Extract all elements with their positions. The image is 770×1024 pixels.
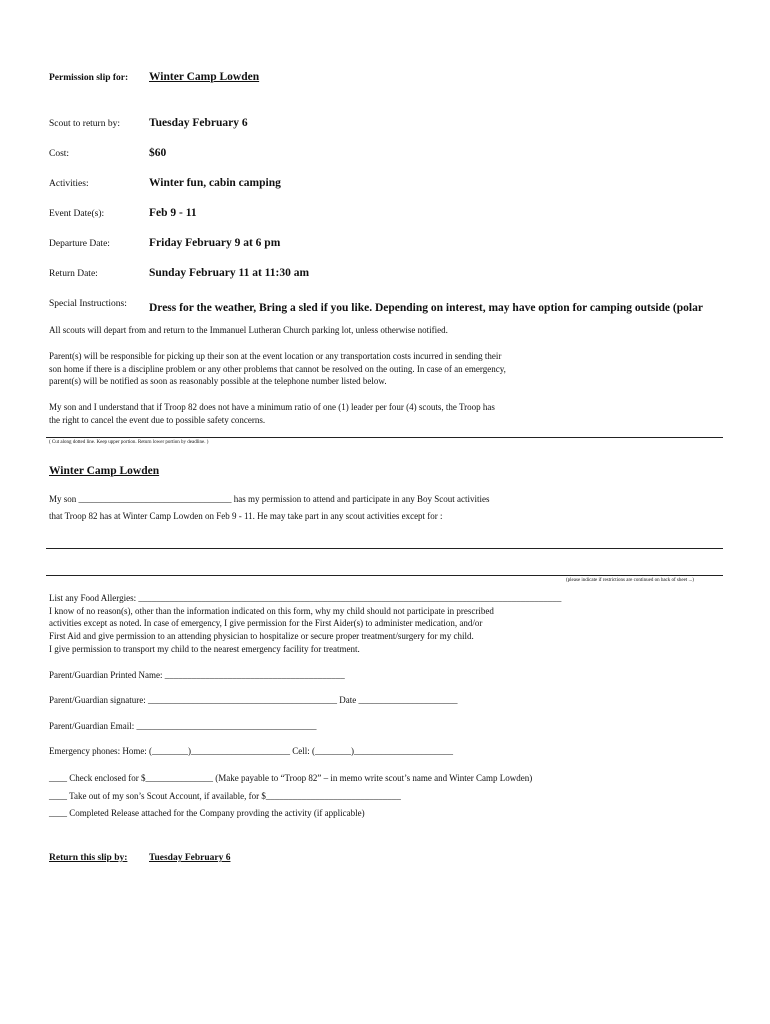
special-instructions-wrap <box>149 298 739 316</box>
permission-line: My son __________________________________ has my permission to attend and participate in any Boy Scout activities <box>49 494 490 504</box>
guardian-email-field[interactable]: Parent/Guardian Email: ________________________________________ <box>49 721 317 731</box>
header-label: Permission slip for: <box>49 73 129 83</box>
medical-line: I give permission to transport my child to the nearest emergency facility for treatment. <box>49 643 360 654</box>
cut-note: ( Cut along dotted line. Keep upper portion. Return lower portion by deadline. ) <box>49 440 209 445</box>
permission-statement <box>49 493 489 522</box>
notice-ratio-line: the right to cancel the event due to possible safety concerns. <box>49 414 266 425</box>
footer-value: Tuesday February 6 <box>149 853 231 863</box>
slip-title: Winter Camp Lowden <box>49 465 160 477</box>
field-label-special: Special Instructions: <box>49 299 127 309</box>
food-allergies-field[interactable]: List any Food Allergies: ______________________________________________________________________________________________ <box>49 593 562 603</box>
check-enclosed-option[interactable]: ____ Check enclosed for $_______________ (Make payable to “Troop 82” – in memo write scout’s name and Winter Camp Lowden) <box>49 773 533 783</box>
notice-parents <box>49 350 506 388</box>
guardian-name-field[interactable]: Parent/Guardian Printed Name: ________________________________________ <box>49 670 345 680</box>
release-option[interactable]: ____ Completed Release attached for the Company provding the activity (if applicable) <box>49 808 365 818</box>
notice-depart: All scouts will depart from and return to the Immanuel Lutheran Church parking lot, unless otherwise notified. <box>49 325 448 335</box>
field-label-return-by: Scout to return by: <box>49 119 120 129</box>
cut-line <box>46 437 723 438</box>
field-value-return-by: Tuesday February 6 <box>149 117 248 129</box>
medical-line: First Aid and give permission to an attending physician to hospitalize or secure proper treatment/surgery for my child. <box>49 631 474 642</box>
field-value-event-dates: Feb 9 - 11 <box>149 207 197 219</box>
guardian-signature-field[interactable]: Parent/Guardian signature: __________________________________________ Date ______________________ <box>49 695 458 705</box>
scout-account-option[interactable]: ____ Take out of my son’s Scout Account, if available, for $______________________________ <box>49 791 401 801</box>
restrictions-line-1[interactable] <box>46 548 723 549</box>
notice-parents-line: Parent(s) will be responsible for picking up their son at the event location or any transportation costs incurred in sending their <box>49 351 502 361</box>
field-value-activities: Winter fun, cabin camping <box>149 177 281 189</box>
notice-ratio-line: My son and I understand that if Troop 82 does not have a minimum ratio of one (1) leader per four (4) scouts, the Troop has <box>49 402 495 412</box>
notice-parents-line: son home if there is a discipline problem or any other problems that cannot be resolved on the outing. In case of an emergency, <box>49 363 506 374</box>
medical-statement <box>49 592 561 656</box>
footer-label: Return this slip by: <box>49 853 128 863</box>
event-title: Winter Camp Lowden <box>149 71 260 83</box>
emergency-phones-field[interactable]: Emergency phones: Home: (________)______________________ Cell: (________)______________________ <box>49 746 454 756</box>
medical-line: activities except as noted. In case of emergency, I give permission for the First Aider(s) to administer medication, and/or <box>49 618 483 629</box>
restrictions-line-2[interactable] <box>46 575 723 576</box>
field-label-return: Return Date: <box>49 269 98 279</box>
field-value-special: Dress for the weather, Bring a sled if you like. Depending on interest, may have option for camping outside (polar <box>149 302 703 314</box>
field-label-cost: Cost: <box>49 149 70 159</box>
medical-line: I know of no reason(s), other than the information indicated on this form, why my child should not participate in prescribed <box>49 605 494 616</box>
field-value-departure: Friday February 9 at 6 pm <box>149 237 281 249</box>
field-label-event-dates: Event Date(s): <box>49 209 105 219</box>
notice-parents-line: parent(s) will be notified as soon as reasonably possible at the telephone number listed below. <box>49 376 387 387</box>
field-label-departure: Departure Date: <box>49 239 110 249</box>
permission-line: that Troop 82 has at Winter Camp Lowden on Feb 9 - 11. He may take part in any scout activities except for : <box>49 510 443 521</box>
field-label-activities: Activities: <box>49 179 89 189</box>
field-value-return: Sunday February 11 at 11:30 am <box>149 267 310 279</box>
notice-ratio <box>49 401 495 426</box>
field-value-cost: $60 <box>149 147 167 159</box>
restrictions-note: (please indicate if restrictions are continued on back of sheet ...) <box>566 578 694 583</box>
